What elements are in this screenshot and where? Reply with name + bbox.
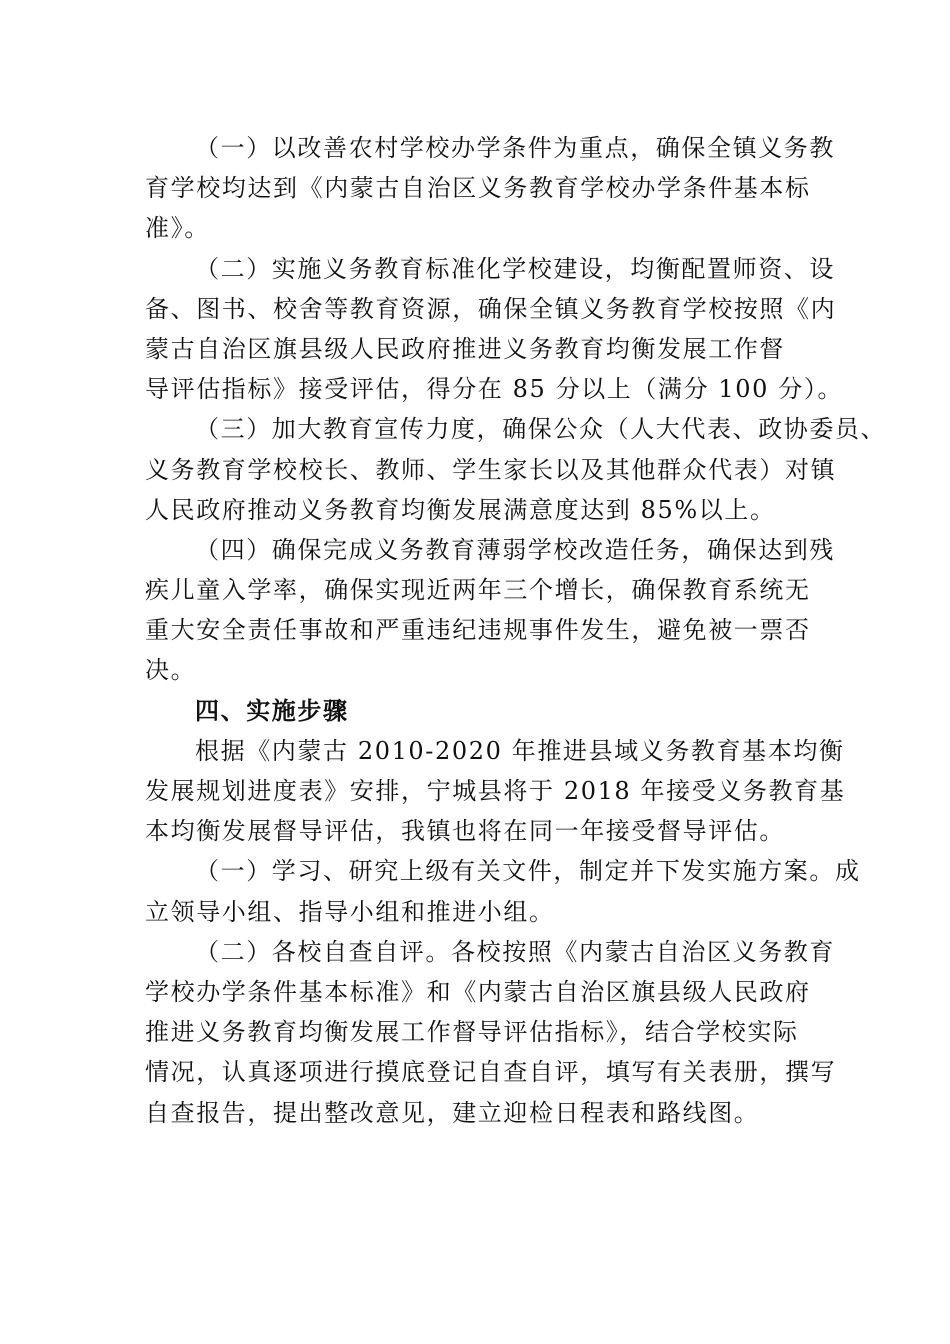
paragraph-line: （一）学习、研究上级有关文件，制定并下发实施方案。成 xyxy=(195,857,861,886)
paragraph-line: 人民政府推动义务教育均衡发展满意度达到 85%以上。 xyxy=(145,495,776,524)
paragraph-line: 导评估指标》接受评估，得分在 85 分以上（满分 100 分）。 xyxy=(145,375,844,404)
paragraph-line: 义务教育学校校长、教师、学生家长以及其他群众代表）对镇 xyxy=(145,455,837,484)
paragraph xyxy=(145,530,835,691)
paragraph xyxy=(145,932,837,1133)
paragraph-line: 推进义务教育均衡发展工作督导评估指标》，结合学校实际 xyxy=(145,1018,799,1047)
paragraph-line: 决。 xyxy=(145,656,197,685)
paragraph xyxy=(145,731,846,852)
paragraph xyxy=(145,249,844,410)
paragraph xyxy=(145,851,861,931)
paragraph-line: （二）实施义务教育标准化学校建设，均衡配置师资、设 xyxy=(195,254,835,283)
heading-text: 四、实施步骤 xyxy=(195,696,349,725)
paragraph-line: 育学校均达到《内蒙古自治区义务教育学校办学条件基本标 xyxy=(145,174,811,203)
paragraph-line: 情况，认真逐项进行摸底登记自查自评，填写有关表册，撰写 xyxy=(145,1058,837,1087)
paragraph-line: 准》。 xyxy=(145,214,210,243)
paragraph-line: 根据《内蒙古 2010-2020 年推进县域义务教育基本均衡 xyxy=(195,736,845,765)
paragraph-line: （四）确保完成义务教育薄弱学校改造任务，确保达到残 xyxy=(195,535,835,564)
paragraph-line: 重大安全责任事故和严重违纪违规事件发生，避免被一票否 xyxy=(145,616,811,645)
paragraph-line: 发展规划进度表》安排，宁城县将于 2018 年接受义务教育基 xyxy=(145,777,846,805)
paragraph-line: 学校办学条件基本标准》和《内蒙古自治区旗县级人民政府 xyxy=(145,977,811,1006)
paragraph-line: 备、图书、校舍等教育资源，确保全镇义务教育学校按照《内 xyxy=(145,294,837,323)
paragraph-line: 蒙古自治区旗县级人民政府推进义务教育均衡发展工作督 xyxy=(145,334,785,363)
paragraph-line: （三）加大教育宣传力度，确保公众（人大代表、政协委员、 xyxy=(195,415,887,444)
section-heading xyxy=(145,691,813,731)
paragraph-line: 自查报告，提出整改意见，建立迎检日程表和路线图。 xyxy=(145,1098,760,1127)
paragraph xyxy=(145,409,887,530)
paragraph-line: （一）以改善农村学校办学条件为重点，确保全镇义务教 xyxy=(195,134,835,162)
paragraph xyxy=(145,128,835,249)
paragraph-line: 立领导小组、指导小组和推进小组。 xyxy=(145,897,555,926)
paragraph-line: （二）各校自查自评。各校按照《内蒙古自治区义务教育 xyxy=(195,937,835,966)
paragraph-line: 疾儿童入学率，确保实现近两年三个增长，确保教育系统无 xyxy=(145,576,811,605)
paragraph-line: 本均衡发展督导评估，我镇也将在同一年接受督导评估。 xyxy=(145,817,785,846)
document-page xyxy=(145,128,887,1133)
